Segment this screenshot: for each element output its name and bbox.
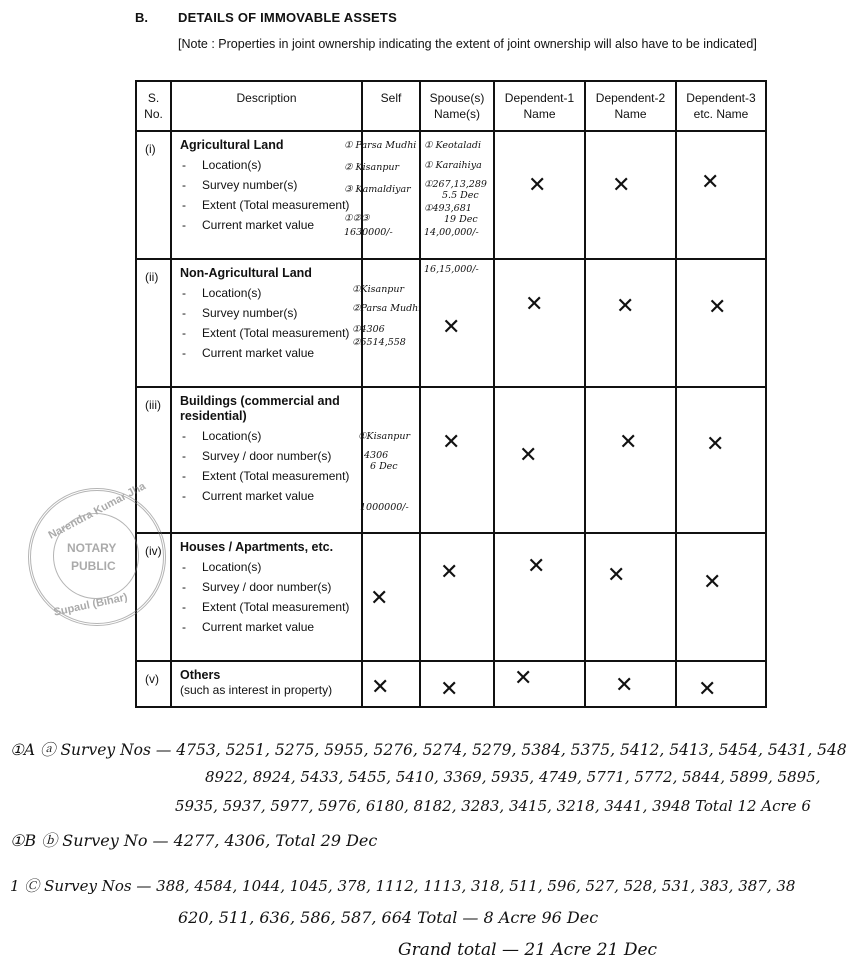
row-description (171, 661, 362, 707)
row-subheading: (such as interest in property) (180, 683, 333, 697)
r3-self-note: ①Kisanpur 4306 6 Dec 1000000/- (358, 431, 411, 513)
cross-mark: ✕ (527, 554, 546, 579)
list-item: - Current market value (180, 218, 355, 233)
header-dependent-2: Dependent-2 Name (585, 81, 676, 131)
section-letter: B. (135, 10, 148, 25)
r1-self-note: ① Parsa Mudhi ② Kisanpur ③ Kamaldiyar ①②③ 1630000/- (344, 140, 417, 238)
handwritten-line: ①A ⓐ Survey Nos — 4753, 5251, 5275, 5955, 5276, 5274, 5279, 5384, 5375, 5412, 5413, 5454, 5431, 548 (10, 741, 847, 759)
header-dependent-1: Dependent-1 Name (494, 81, 585, 131)
list-item: - Extent (Total measurement) (180, 600, 355, 615)
r1-spouse-note: ① Keotaladi ① Karaihiya ①267,13,289 5.5 Dec ①493,681 19 Dec 14,00,000/- (424, 140, 487, 238)
header-description: Description (171, 81, 362, 131)
table-row (136, 387, 766, 533)
list-item: - Location(s) (180, 429, 355, 444)
notary-seal: Narendra Kumar Jha NOTARY PUBLIC Supaul (Bihar) (28, 488, 166, 626)
r2-top-note: 16,15,000/- (424, 264, 479, 275)
header-spouse: Spouse(s) Name(s) (420, 81, 494, 131)
handwritten-line: 5935, 5937, 5977, 5976, 6180, 8182, 3283, 3415, 3218, 3441, 3948 Total 12 Acre 6 (175, 797, 811, 815)
cross-mark: ✕ (442, 315, 461, 340)
list-item: - Current market value (180, 620, 355, 635)
list-item: - Survey / door number(s) (180, 580, 355, 595)
cross-mark: ✕ (706, 432, 725, 457)
r2-self-note: ①Kisanpur ②Parsa Mudhi ①4306 ②5514,558 (352, 284, 422, 348)
row-sno: (v) (136, 661, 171, 707)
cross-mark: ✕ (525, 292, 544, 317)
header-dependent-3: Dependent-3 etc. Name (676, 81, 766, 131)
cross-mark: ✕ (619, 430, 638, 455)
row-description (171, 259, 362, 387)
row-heading: Buildings (commercial and residential) (180, 394, 340, 423)
list-item: - Extent (Total measurement) (180, 198, 355, 213)
cross-mark: ✕ (440, 677, 459, 702)
row-heading: Non-Agricultural Land (180, 266, 312, 280)
cross-mark: ✕ (616, 294, 635, 319)
cross-mark: ✕ (528, 173, 547, 198)
header-sno: S. No. (136, 81, 171, 131)
cross-mark: ✕ (698, 677, 717, 702)
row-heading: Agricultural Land (180, 138, 284, 152)
cross-mark: ✕ (708, 295, 727, 320)
list-item: - Survey number(s) (180, 178, 355, 193)
cross-mark: ✕ (514, 666, 533, 691)
list-item: - Survey number(s) (180, 306, 355, 321)
row-sno: (ii) (136, 259, 171, 387)
table-row (136, 533, 766, 661)
cross-mark: ✕ (703, 570, 722, 595)
header-self: Self (362, 81, 420, 131)
handwritten-line: 620, 511, 636, 586, 587, 664 Total — 8 Acre 96 Dec (178, 908, 599, 927)
row-heading: Houses / Apartments, etc. (180, 540, 334, 554)
handwritten-line: 1 Ⓒ Survey Nos — 388, 4584, 1044, 1045, 378, 1112, 1113, 318, 511, 596, 527, 528, 531, 383, 387, 38 (10, 877, 796, 895)
handwritten-line: 8922, 8924, 5433, 5455, 5410, 3369, 5935, 4749, 5771, 5772, 5844, 5899, 5895, (205, 768, 821, 786)
handwritten-line: Grand total — 21 Acre 21 Dec (398, 940, 658, 960)
list-item: - Survey / door number(s) (180, 449, 355, 464)
cross-mark: ✕ (440, 560, 459, 585)
list-item: - Location(s) (180, 286, 355, 301)
row-description (171, 533, 362, 661)
list-item: - Extent (Total measurement) (180, 469, 355, 484)
cross-mark: ✕ (701, 170, 720, 195)
row-heading: Others (180, 668, 221, 682)
cross-mark: ✕ (371, 675, 390, 700)
list-item: - Location(s) (180, 158, 355, 173)
section-note: [Note : Properties in joint ownership indicating the extent of joint ownership will also have to be indicated] (178, 37, 757, 51)
cross-mark: ✕ (519, 443, 538, 468)
list-item: - Extent (Total measurement) (180, 326, 355, 341)
table-header-row (136, 81, 766, 131)
handwritten-line: ①B ⓑ Survey No — 4277, 4306, Total 29 Dec (10, 831, 378, 850)
cross-mark: ✕ (615, 673, 634, 698)
cross-mark: ✕ (442, 430, 461, 455)
row-description (171, 387, 362, 533)
section-title: DETAILS OF IMMOVABLE ASSETS (178, 10, 397, 25)
row-sno: (iv) (136, 533, 171, 661)
list-item: - Current market value (180, 346, 355, 361)
cross-mark: ✕ (612, 173, 631, 198)
row-sno: (iii) (136, 387, 171, 533)
row-description (171, 131, 362, 259)
list-item: - Location(s) (180, 560, 355, 575)
row-sno: (i) (136, 131, 171, 259)
cross-mark: ✕ (370, 586, 389, 611)
cross-mark: ✕ (607, 563, 626, 588)
list-item: - Current market value (180, 489, 355, 504)
